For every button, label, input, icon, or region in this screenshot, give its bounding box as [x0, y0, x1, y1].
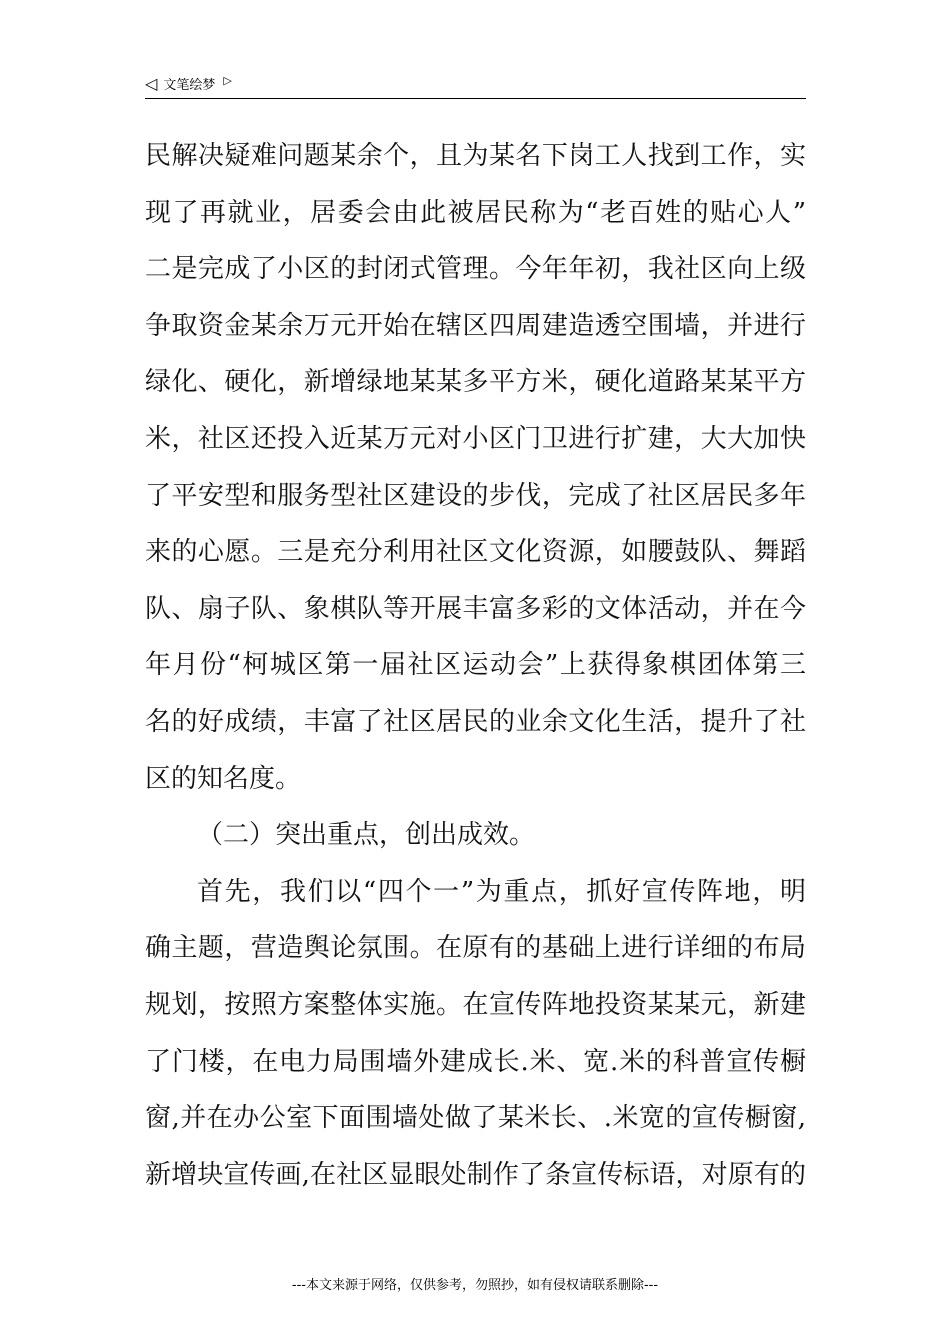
text-line: 民解决疑难问题某余个，且为某名下岗工人找到工作，实 — [145, 141, 806, 171]
text-line: 确主题，营造舆论氛围。在原有的基础上进行详细的布局 — [145, 933, 806, 964]
section-heading: （二）突出重点，创出成效。 — [197, 820, 536, 851]
header-title: 文笔绘梦 — [163, 78, 216, 93]
page-footer: ---本文来源于网络，仅供参考，勿照抄，如有侵权请联系删除--- — [291, 1278, 659, 1293]
text-line: 新增块宣传画,在社区显眼处制作了条宣传标语，对原有的 — [145, 1159, 806, 1190]
text-line: 区的知名度。 — [145, 763, 302, 794]
text-line: 米，社区还投入近某万元对小区门卫进行扩建，大大加快 — [145, 423, 806, 454]
page-header — [145, 72, 806, 99]
text-line: 了门楼，在电力局围墙外建成长.米、宽.米的科普宣传橱 — [145, 1046, 806, 1077]
text-line: 首先，我们以“四个一”为重点，抓好宣传阵地，明 — [197, 876, 806, 907]
text-line: 规划，按照方案整体实施。在宣传阵地投资某某元，新建 — [145, 989, 806, 1020]
text-line: 现了再就业，居委会由此被居民称为“老百姓的贴心人” — [145, 197, 806, 228]
text-line: 队、扇子队、象棋队等开展丰富多彩的文体活动，并在今 — [145, 593, 806, 624]
text-line: 绿化、硬化，新增绿地某某多平方米，硬化道路某某平方 — [145, 367, 806, 398]
text-line: 年月份“柯城区第一届社区运动会”上获得象棋团体第三 — [145, 650, 806, 681]
triangle-right-icon: ▷ — [223, 73, 232, 87]
text-line: 了平安型和服务型社区建设的步伐，完成了社区居民多年 — [145, 480, 806, 511]
text-line: 争取资金某余万元开始在辖区四周建造透空围墙，并进行 — [145, 310, 806, 341]
header-brand — [145, 74, 232, 93]
text-line: 二是完成了小区的封闭式管理。今年年初，我社区向上级 — [145, 254, 806, 285]
document-body — [145, 128, 806, 1203]
text-line: 来的心愿。三是充分利用社区文化资源，如腰鼓队、舞蹈 — [145, 537, 806, 568]
text-line: 窗,并在办公室下面围墙处做了某米长、.米宽的宣传橱窗, — [145, 1103, 806, 1134]
triangle-left-icon: ◁ — [145, 73, 158, 93]
text-line: 名的好成绩，丰富了社区居民的业余文化生活，提升了社 — [145, 706, 806, 737]
